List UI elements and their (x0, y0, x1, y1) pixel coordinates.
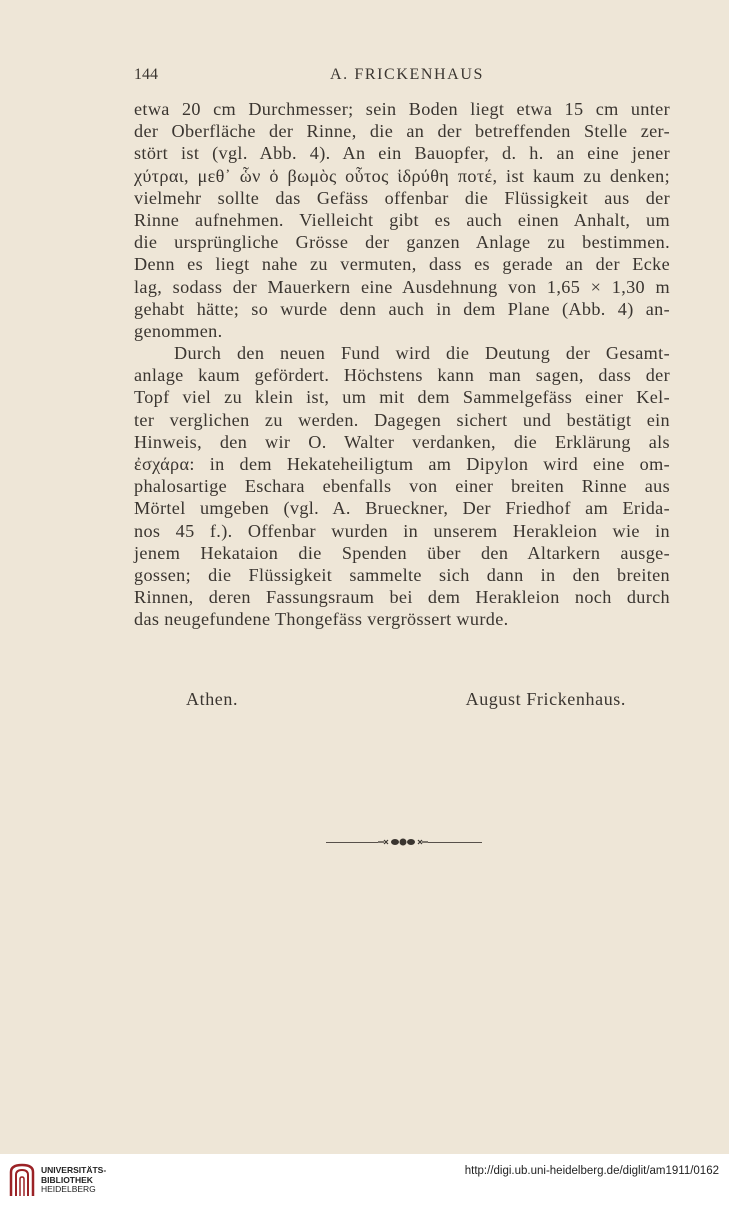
running-title: A. FRICKENHAUS (330, 66, 484, 83)
library-line-2: BIBLIOTHEK (41, 1174, 93, 1185)
text-line: χύτραι, μεθ᾽ ὧν ὁ βωμὸς οὗτος ἱδρύθη ποτέ, ist kaum zu denken; (134, 165, 670, 186)
text-line: gossen; die Flüssigkeit sammelte sich dann in den breiten (134, 564, 670, 585)
text-line: nos 45 f.). Offenbar wurden in unserem Herakleion wie in (134, 520, 670, 541)
ornament-flourish-icon (378, 838, 428, 846)
text-line: lag, sodass der Mauerkern eine Ausdehnung von 1,65 × 1,30 m (134, 276, 670, 297)
library-line-3: HEIDELBERG (41, 1184, 96, 1194)
signature (186, 689, 626, 713)
library-seal-icon (8, 1162, 36, 1198)
text-line: etwa 20 cm Durchmesser; sein Boden liegt etwa 15 cm unter (134, 99, 670, 119)
library-name (41, 1166, 106, 1195)
text-line: der Oberfläche der Rinne, die an der betreffenden Stelle zer- (134, 121, 670, 142)
page-number: 144 (134, 66, 158, 83)
text-line: Durch den neuen Fund wird die Deutung der Gesamt- (174, 343, 670, 364)
text-line: vielmehr sollte das Gefäss offenbar die Flüssigkeit aus der (134, 187, 670, 208)
ornament-rule-right (428, 842, 482, 843)
text-line: Rinnen, deren Fassungsraum bei dem Herakleion noch durch (134, 587, 670, 608)
text-line: Hinweis, den wir O. Walter verdanken, die Erklärung als (134, 431, 670, 452)
text-line: Mörtel umgeben (vgl. A. Brueckner, Der Friedhof am Erida- (134, 498, 670, 519)
body-text (134, 98, 670, 631)
ornament-rule-left (326, 842, 378, 843)
text-line: gehabt hätte; so wurde denn auch in dem Plane (Abb. 4) an- (134, 298, 670, 319)
text-line: Topf viel zu klein ist, um mit dem Sammelgefäss einer Kel- (134, 387, 670, 408)
text-line: genommen. (134, 320, 223, 341)
text-line: Denn es liegt nahe zu vermuten, dass es gerade an der Ecke (134, 254, 670, 275)
text-line: anlage kaum gefördert. Höchstens kann man sagen, dass der (134, 365, 670, 386)
source-url-link[interactable]: http://digi.ub.uni-heidelberg.de/diglit/am1911/0162 (464, 1165, 719, 1177)
text-line: die ursprüngliche Grösse der ganzen Anlage zu bestimmen. (134, 232, 670, 253)
text-line: jenem Hekataion die Spenden über den Altarkern ausge- (134, 542, 670, 563)
signature-author: August Frickenhaus. (465, 689, 626, 709)
text-line: ἐσχάρα: in dem Hekateheiligtum am Dipylon wird eine om- (134, 454, 670, 474)
footer-bar (0, 1154, 729, 1207)
text-line: phalosartige Eschara ebenfalls von einer breiten Rinne aus (134, 476, 670, 497)
text-line: ter verglichen zu werden. Dagegen sichert und bestätigt ein (134, 409, 670, 430)
text-line: stört ist (vgl. Abb. 4). An ein Bauopfer, d. h. an eine jener (134, 143, 670, 164)
library-line-1: UNIVERSITÄTS- (41, 1165, 107, 1175)
text-line: Rinne aufnehmen. Vielleicht gibt es auch einen Anhalt, um (134, 209, 670, 230)
end-ornament (326, 836, 482, 848)
text-line: das neugefundene Thongefäss vergrössert wurde. (134, 609, 509, 630)
running-head (134, 66, 670, 88)
signature-place: Athen. (186, 689, 239, 709)
